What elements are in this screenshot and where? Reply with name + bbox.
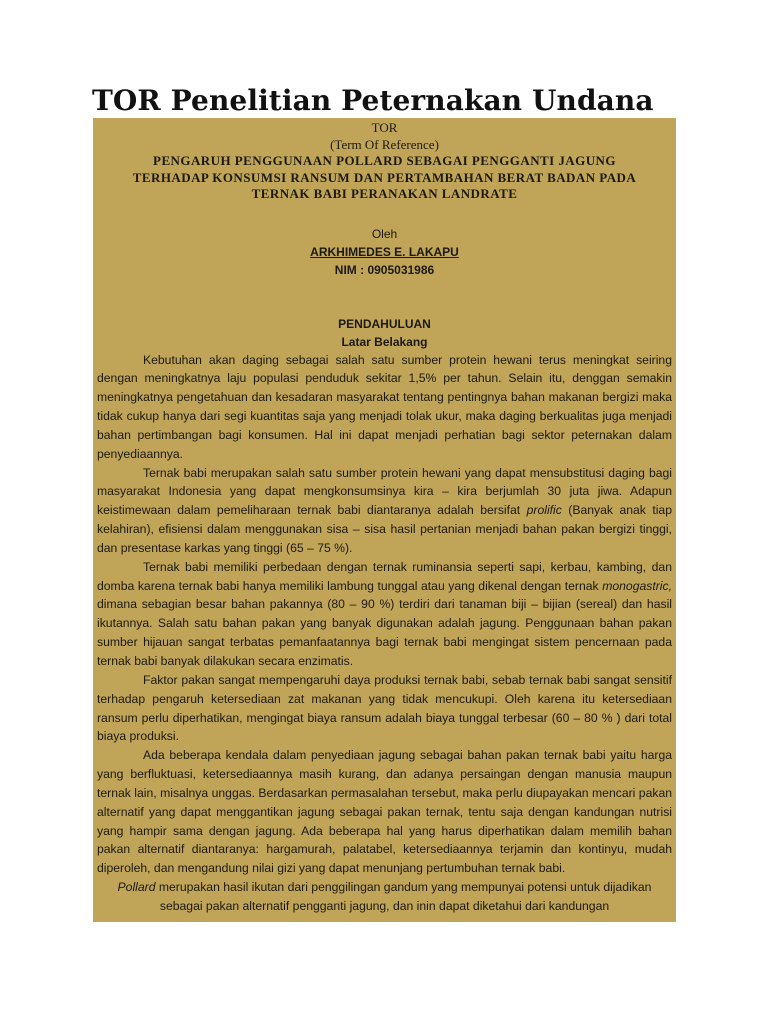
research-title-line-2: TERHADAP KONSUMSI RANSUM DAN PERTAMBAHAN BERAT BADAN PADA (132, 169, 637, 185)
paragraph-6: Pollard merupakan hasil ikutan dari penggilingan gandum yang mempunyai potensi untuk dijadikan (117, 880, 652, 895)
research-title-line-3: TERNAK BABI PERANAKAN LANDRATE (251, 186, 518, 201)
document-content-box (93, 118, 676, 922)
section-heading: PENDAHULUAN (338, 316, 431, 331)
by-label: Oleh (371, 226, 398, 241)
research-title-line-1: PENGARUH PENGGUNAAN POLLARD SEBAGAI PENGGANTI JAGUNG (153, 153, 616, 168)
paragraph-1: Kebutuhan akan daging sebagai salah satu sumber protein hewani terus meningkat seiring dengan meningkatnya laju populasi penduduk sekitar 1,5% per tahun. Selain itu, denggan semakin meningkatnya pengetahuan dan kesadaran masyarakat tentang pentingnya bahan makanan bergizi maka tidak cukup hanya dari segi kuantitas saja yang menjadi tolak ukur, maka daging berkualitas juga menjadi bahan pertimbangan bagi konsumen. Hal ini dapat menjadi perhatian bagi sektor peternakan dalam penyediaannya. (97, 352, 672, 461)
section-subheading: Latar Belakang (341, 334, 428, 349)
author-name: ARKHIMEDES E. LAKAPU (310, 244, 459, 259)
student-id: NIM : 0905031986 (334, 262, 435, 277)
paragraph-4: Faktor pakan sangat mempengaruhi daya produksi ternak babi, sebab ternak babi sangat sensitif terhadap pengaruh ketersediaan zat makanan yang tidak mencukupi. Oleh karena itu ketersediaan ransum perlu diperhatikan, mengingat biaya ransum adalah biaya tunggal terbesar (60 – 80 % ) dari total biaya produksi. (97, 672, 672, 744)
page-title: TOR Penelitian Peternakan Undana (92, 84, 654, 117)
paragraph-5: Ada beberapa kendala dalam penyediaan jagung sebagai bahan pakan ternak babi yaitu harga yang berfluktuasi, ketersediaannya masih kurang, dan adanya persaingan dengan manusia maupun ternak lain, misalnya unggas. Berdasarkan permasalahan tersebut, maka perlu diupayakan mencari pakan alternatif yang dapat menggantikan jagung sebagai pakan ternak, tentu saja dengan kandungan nutrisi yang hampir sama dengan jagung. Ada beberapa hal yang harus diperhatikan dalam memilih bahan pakan alternatif diantaranya: hargamurah, palatabel, ketersediaannya terjamin dan kontinyu, mudah diperoleh, dan mengandung nilai gizi yang dapat menunjang pertumbuhan ternak babi. (97, 748, 672, 876)
tor-heading: TOR (371, 120, 398, 135)
paragraph-2: Ternak babi merupakan salah satu sumber protein hewani yang dapat mensubstitusi daging bagi masyarakat Indonesia yang dapat mengkonsumsinya kira – kira berjumlah 30 juta jiwa. Adapun keistimewaan dalam pemeliharaan ternak babi diantaranya adalah bersifat prolific (Banyak anak tiap kelahiran), efisiensi dalam menggunakan sisa – sisa hasil pertanian menjadi bahan pakan bergizi tinggi, dan presentase karkas yang tinggi (65 – 75 %). (97, 465, 672, 555)
paragraph-3: Ternak babi memiliki perbedaan dengan ternak ruminansia seperti sapi, kerbau, kambing, dan domba karena ternak babi hanya memiliki lambung tunggal atau yang dikenal dengan ternak monogastric, dimana sebagian besar bahan pakannya (80 – 90 %) terdiri dari tanaman biji – bijian (sereal) dan hasil ikutannya. Salah satu bahan pakan yang banyak digunakan adalah jagung. Penggunaan bahan pakan sumber hijauan sangat terbatas pemanfaatannya bagi ternak babi mengingat sistem pencernaan pada ternak babi banyak dilakukan secara enzimatis. (97, 559, 672, 668)
paragraph-6-continuation: sebagai pakan alternatif pengganti jagung, dan inin dapat diketahui dari kandungan (159, 898, 610, 913)
term-of-reference: (Term Of Reference) (330, 136, 439, 152)
